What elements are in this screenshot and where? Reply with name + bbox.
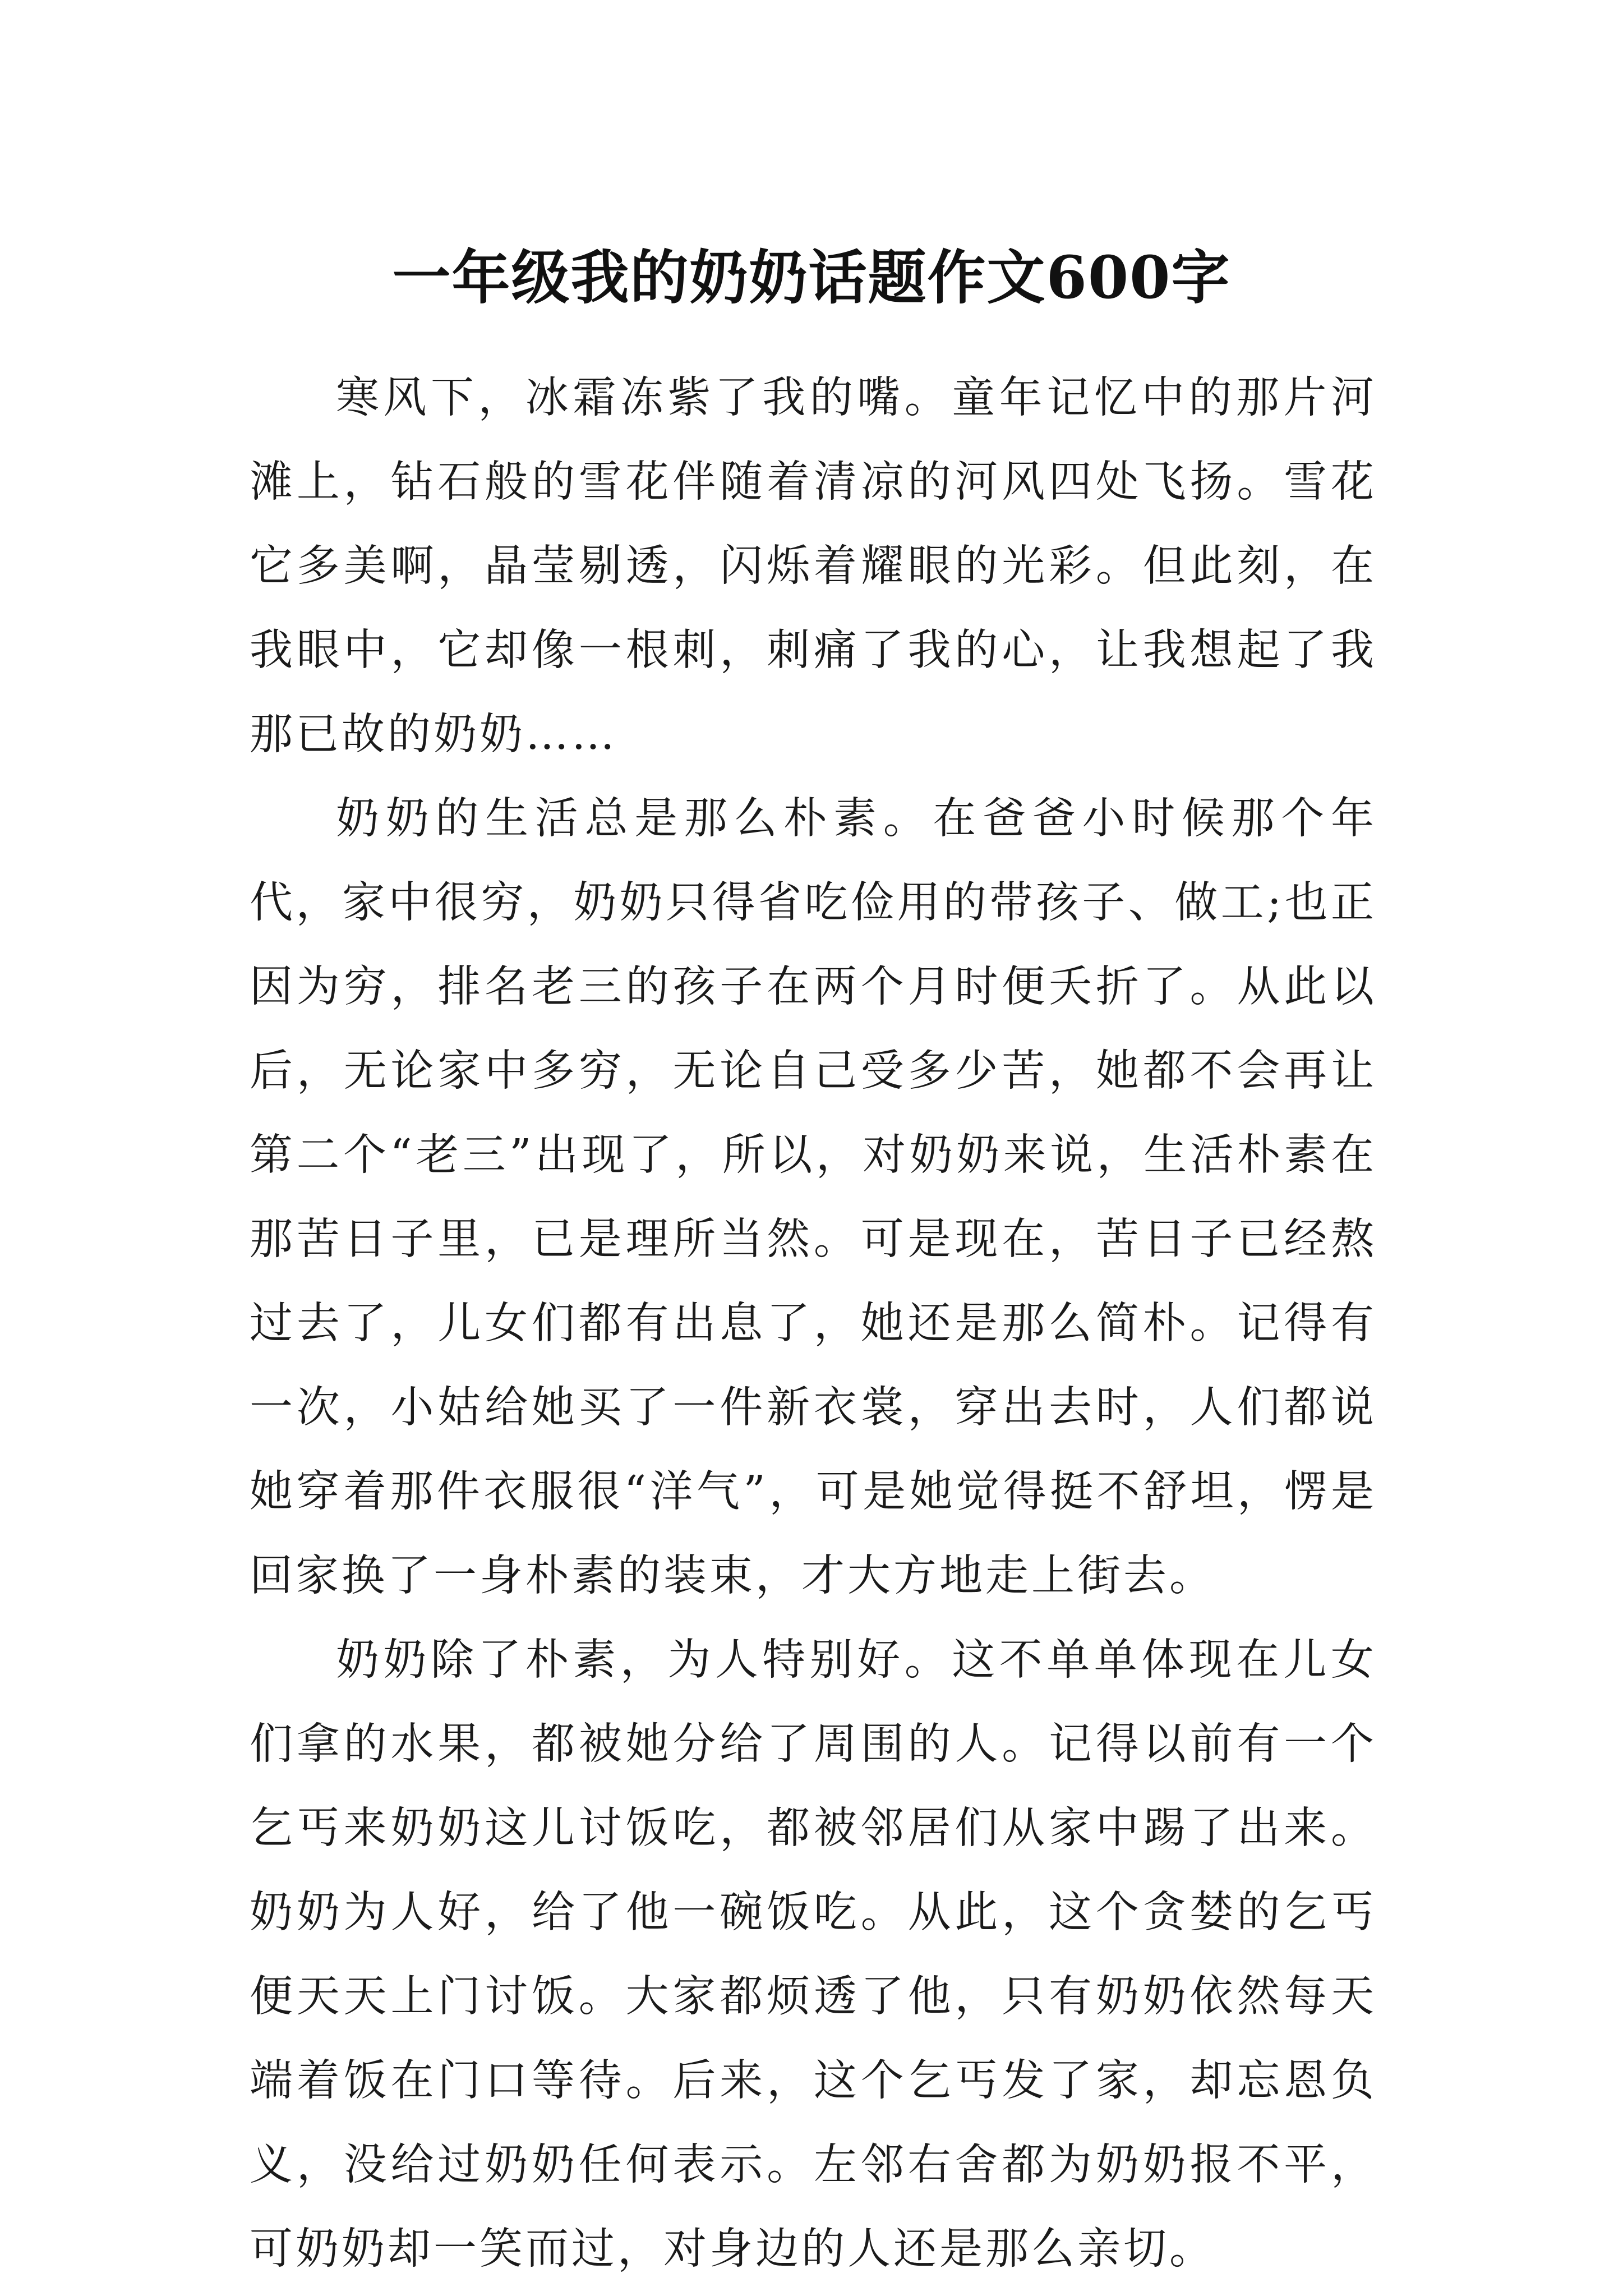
document-body (250, 356, 1377, 2292)
paragraph: 奶奶除了朴素，为人特别好。这不单单体现在儿女们拿的水果，都被她分给了周围的人。记得以前有一个乞丐来奶奶这儿讨饭吃，都被邻居们从家中踢了出来。奶奶为人好，给了他一碗饭吃。从此，这个贪婪的乞丐便天天上门讨饭。大家都烦透了他，只有奶奶依然每天端着饭在门口等待。后来，这个乞丐发了家，却忘恩负义，没给过奶奶任何表示。左邻右舍都为奶奶报不平，可奶奶却一笑而过，对身边的人还是那么亲切。 (250, 1635, 1377, 2274)
document-title: 一年级我的奶奶话题作文600字 (392, 242, 1231, 312)
paragraph: 奶奶的生活总是那么朴素。在爸爸小时候那个年代，家中很穷，奶奶只得省吃俭用的带孩子、做工;也正因为穷，排名老三的孩子在两个月时便夭折了。从此以后，无论家中多穷，无论自己受多少苦，她都不会再让第二个“老三”出现了，所以，对奶奶来说，生活朴素在那苦日子里，已是理所当然。可是现在，苦日子已经熬过去了，儿女们都有出息了，她还是那么简朴。记得有一次，小姑给她买了一件新衣裳，穿出去时，人们都说她穿着那件衣服很“洋气”，可是她觉得挺不舒坦，愣是回家换了一身朴素的装束，才大方地走上街去。 (250, 794, 1377, 1601)
paragraph: 寒风下，冰霜冻紫了我的嘴。童年记忆中的那片河滩上，钻石般的雪花伴随着清凉的河风四处飞扬。雪花它多美啊，晶莹剔透，闪烁着耀眼的光彩。但此刻，在我眼中，它却像一根刺，刺痛了我的心，让我想起了我那已故的奶奶…… (250, 373, 1377, 760)
